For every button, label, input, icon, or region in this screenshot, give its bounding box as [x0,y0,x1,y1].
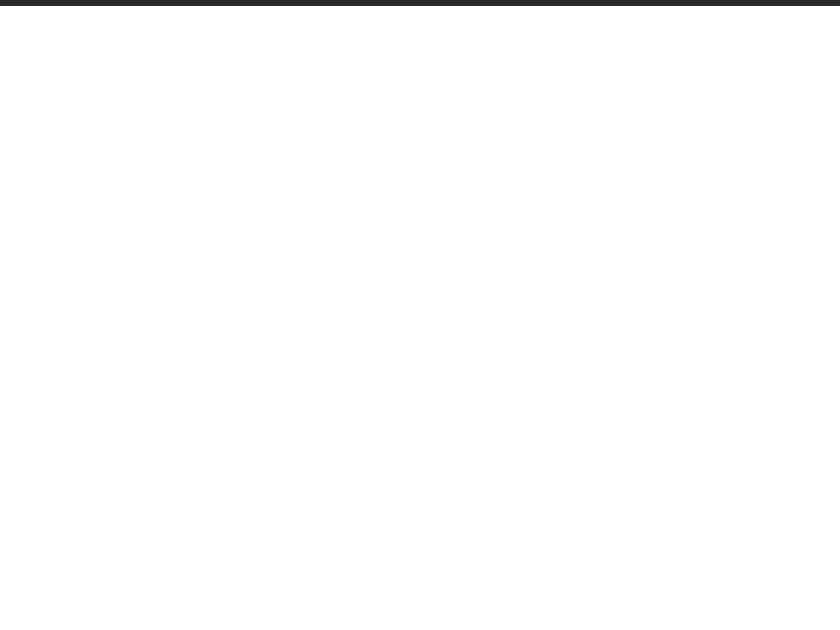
top-border [0,0,840,6]
